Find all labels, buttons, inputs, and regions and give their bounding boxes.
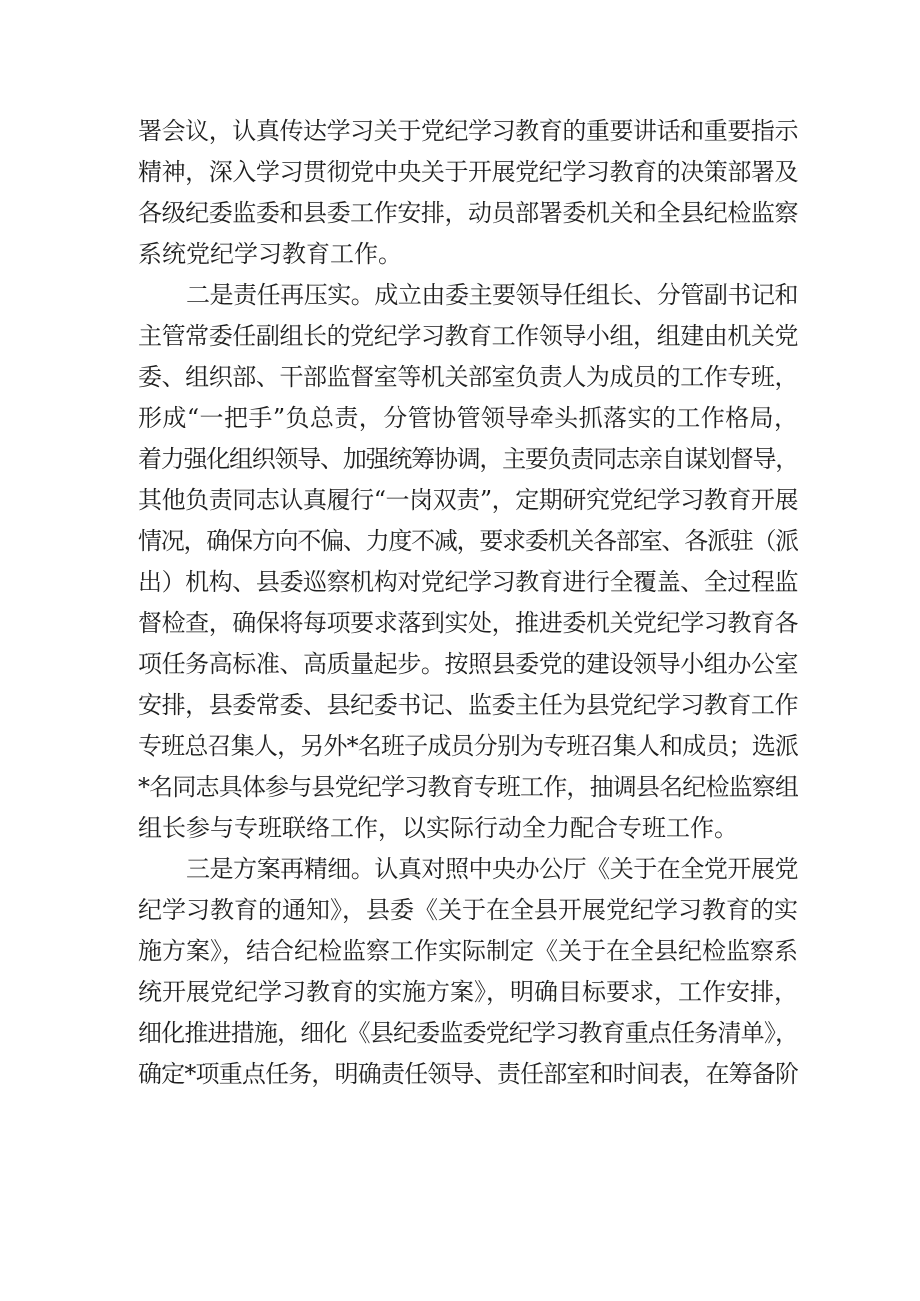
text-line: 三是方案再精细。认真对照中央办公厅《关于在全党开展党 (186, 855, 798, 883)
text-line: 确定*项重点任务，明确责任领导、责任部室和时间表，在筹备阶 (138, 1060, 798, 1088)
text-line: 其他负责同志认真履行“一岗双责”，定期研究党纪学习教育开展 (138, 486, 798, 514)
text-line: 组长参与专班联络工作，以实际行动全力配合专班工作。 (138, 814, 738, 842)
text-line: *名同志具体参与县党纪学习教育专班工作，抽调县名纪检监察组 (138, 773, 798, 801)
text-line: 专班总召集人，另外*名班子成员分别为专班召集人和成员；选派 (138, 732, 798, 760)
paragraph-2 (138, 275, 798, 849)
text-line: 情况，确保方向不偏、力度不减，要求委机关各部室、各派驻（派 (138, 527, 798, 555)
text-line: 二是责任再压实。成立由委主要领导任组长、分管副书记和 (186, 281, 798, 309)
text-line: 精神，深入学习贯彻党中央关于开展党纪学习教育的决策部署及 (138, 158, 798, 186)
text-line: 各级纪委监委和县委工作安排，动员部署委机关和全县纪检监察 (138, 199, 798, 227)
text-line: 出）机构、县委巡察机构对党纪学习教育进行全覆盖、全过程监 (138, 568, 798, 596)
text-line: 细化推进措施，细化《县纪委监委党纪学习教育重点任务清单》， (138, 1019, 798, 1047)
document-body (138, 111, 798, 1095)
text-line: 委、组织部、干部监督室等机关部室负责人为成员的工作专班， (138, 363, 798, 391)
text-line: 施方案》，结合纪检监察工作实际制定《关于在全县纪检监察系 (138, 937, 798, 965)
text-line: 系统党纪学习教育工作。 (138, 240, 402, 268)
text-line: 形成“一把手”负总责，分管协管领导牵头抓落实的工作格局， (138, 404, 798, 432)
paragraph-3 (138, 849, 798, 1095)
text-line: 安排，县委常委、县纪委书记、监委主任为县党纪学习教育工作 (138, 691, 798, 719)
text-line: 纪学习教育的通知》，县委《关于在全县开展党纪学习教育的实 (138, 896, 798, 924)
text-line: 着力强化组织领导、加强统筹协调，主要负责同志亲自谋划督导， (138, 445, 798, 473)
text-line: 项任务高标准、高质量起步。按照县委党的建设领导小组办公室 (138, 650, 798, 678)
text-line: 署会议，认真传达学习关于党纪学习教育的重要讲话和重要指示 (138, 117, 798, 145)
paragraph-1 (138, 111, 798, 275)
text-line: 统开展党纪学习教育的实施方案》，明确目标要求，工作安排， (138, 978, 798, 1006)
text-line: 督检查，确保将每项要求落到实处，推进委机关党纪学习教育各 (138, 609, 798, 637)
text-line: 主管常委任副组长的党纪学习教育工作领导小组，组建由机关党 (138, 322, 798, 350)
